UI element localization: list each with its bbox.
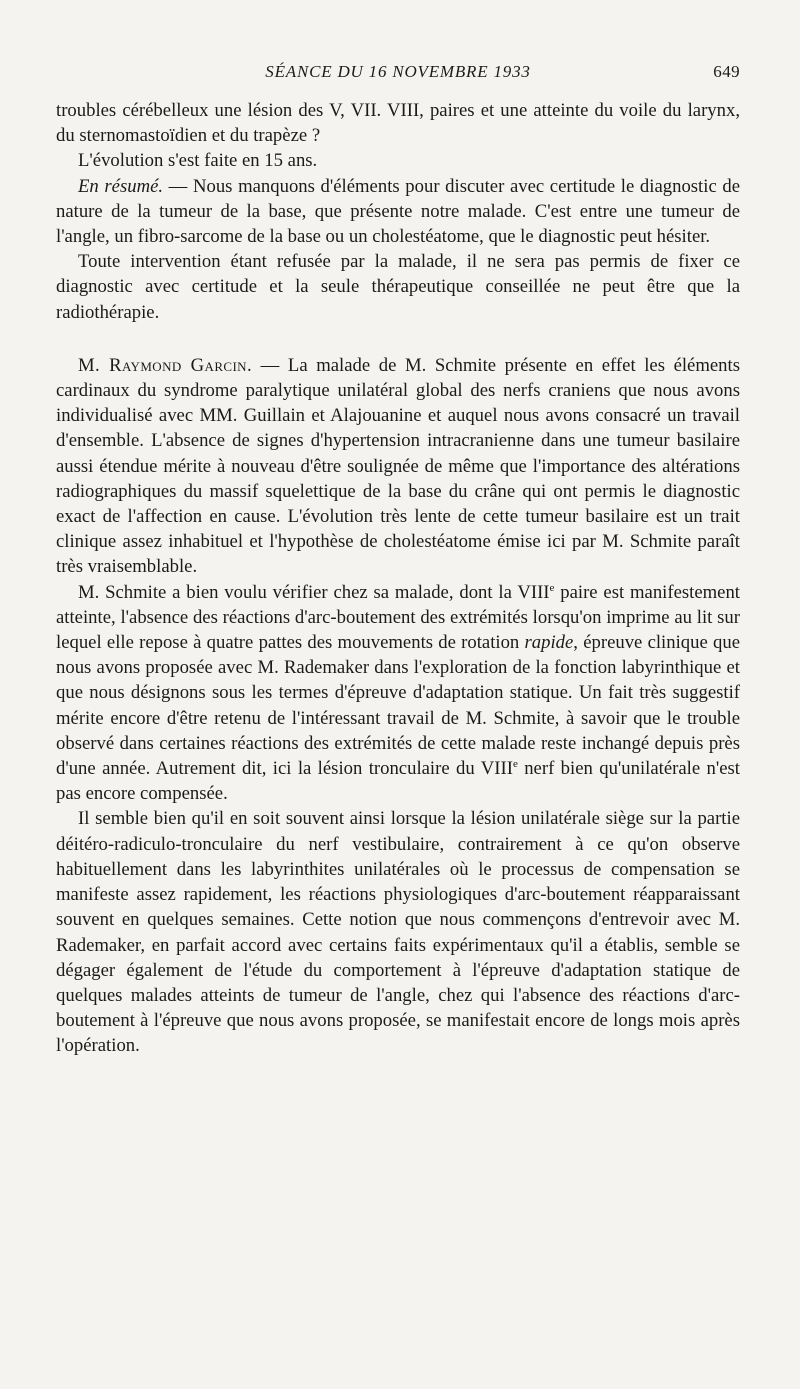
paragraph-7: Il semble bien qu'il en soit souvent ainsi lorsque la lésion unilatérale siège sur la partie déitéro-radiculo-tronculaire du nerf vestibulaire, contrairement à ce qu'on observe habituellement dans les labyrinthites unilatérales où le processus de compensation se manifeste assez rapidement, les réactions physiologiques d'arc-boutement réapparaissant souvent en quelques semaines. Cette notion que nous commençons d'entrevoir avec M. Rademaker, en parfait accord avec certains faits expérimentaux qu'il a établis, semble se dégager également de l'étude du comportement à l'épreuve d'adaptation statique de quelques malades atteints de tumeur de l'angle, chez qui l'absence des réactions d'arc-boutement à l'épreuve que nous avons proposée, se manifestait encore de longs mois après l'opération. xyxy=(56,808,740,1057)
running-header xyxy=(56,62,740,88)
paragraph-6-text-2: paire est manifestement atteinte, l'absence des réactions d'arc-boutement des extrémités lorsqu'on imprime au lit sur lequel elle repose à quatre pattes des mouvements de rotation xyxy=(56,581,740,654)
paragraph-1: troubles cérébelleux une lésion des V, VII. VIII, paires et une atteinte du voile du larynx, du sternomastoïdien et du trapèze ? xyxy=(56,100,740,147)
running-title: SÉANCE DU 16 NOVEMBRE 1933 xyxy=(265,62,531,81)
article-body xyxy=(56,98,740,1059)
summary-text: — Nous manquons d'éléments pour discuter avec certitude le diagnostic de nature de la tumeur de la base, que présente notre malade. C'est entre une tumeur de l'angle, un fibro-sarcome de la base ou un cholestéatome, que le diagnostic peut hésiter. xyxy=(56,175,741,248)
speaker-paragraph xyxy=(56,353,740,580)
paragraph-6 xyxy=(56,580,740,807)
paragraph-4: Toute intervention étant refusée par la malade, il ne sera pas permis de fixer ce diagnostic avec certitude et la seule thérapeutique conseillée ne peut être que la radiothérapie. xyxy=(56,251,740,323)
speaker-name: M. Raymond Garcin. xyxy=(78,354,253,376)
paragraph-3 xyxy=(56,174,740,250)
paragraph-2: L'évolution s'est faite en 15 ans. xyxy=(78,150,318,172)
superscript-e-1: e xyxy=(549,581,555,594)
superscript-e-2: e xyxy=(512,757,518,770)
rapid-italic-text: rapide xyxy=(524,632,574,654)
speaker-text: — La malade de M. Schmite présente en effet les éléments cardinaux du syndrome paralytique unilatéral global des nerfs craniens que nous avons individualisé avec MM. Guillain et Alajouanine et auquel nous avons consacré un travail d'ensemble. L'absence de signes d'hypertension intracranienne dans une tumeur basilaire aussi étendue mérite à nouveau d'être soulignée de même que l'importance des altérations radiographiques du massif squelettique de la base du crâne qui ont permis le diagnostic exact de l'affection en cause. L'évolution très lente de cette tumeur basilaire est un trait clinique assez inhabituel et l'hypothèse de cholestéatome émise ici par M. Schmite paraît très vraisemblable. xyxy=(56,354,740,578)
paragraph-6-text-4: nerf bien qu'unilatérale n'est pas encore compensée. xyxy=(56,758,741,805)
summary-lead: En résumé. xyxy=(78,175,164,197)
page-number: 649 xyxy=(713,62,740,81)
paragraph-6-text-1: M. Schmite a bien voulu vérifier chez sa malade, dont la VIII xyxy=(78,581,550,603)
paragraph-6-text-3: , épreuve clinique que nous avons proposée avec M. Rademaker dans l'exploration de la fonction labyrinthique et que nous désignons sous les termes d'épreuve d'adaptation statique. Un fait très suggestif mérite encore d'être retenu de l'intéressant travail de M. Schmite, à savoir que le trouble observé dans certaines réactions des extrémités de cette malade reste inchangé depuis près d'une année. Autrement dit, ici la lésion tronculaire du VIII xyxy=(56,632,740,780)
